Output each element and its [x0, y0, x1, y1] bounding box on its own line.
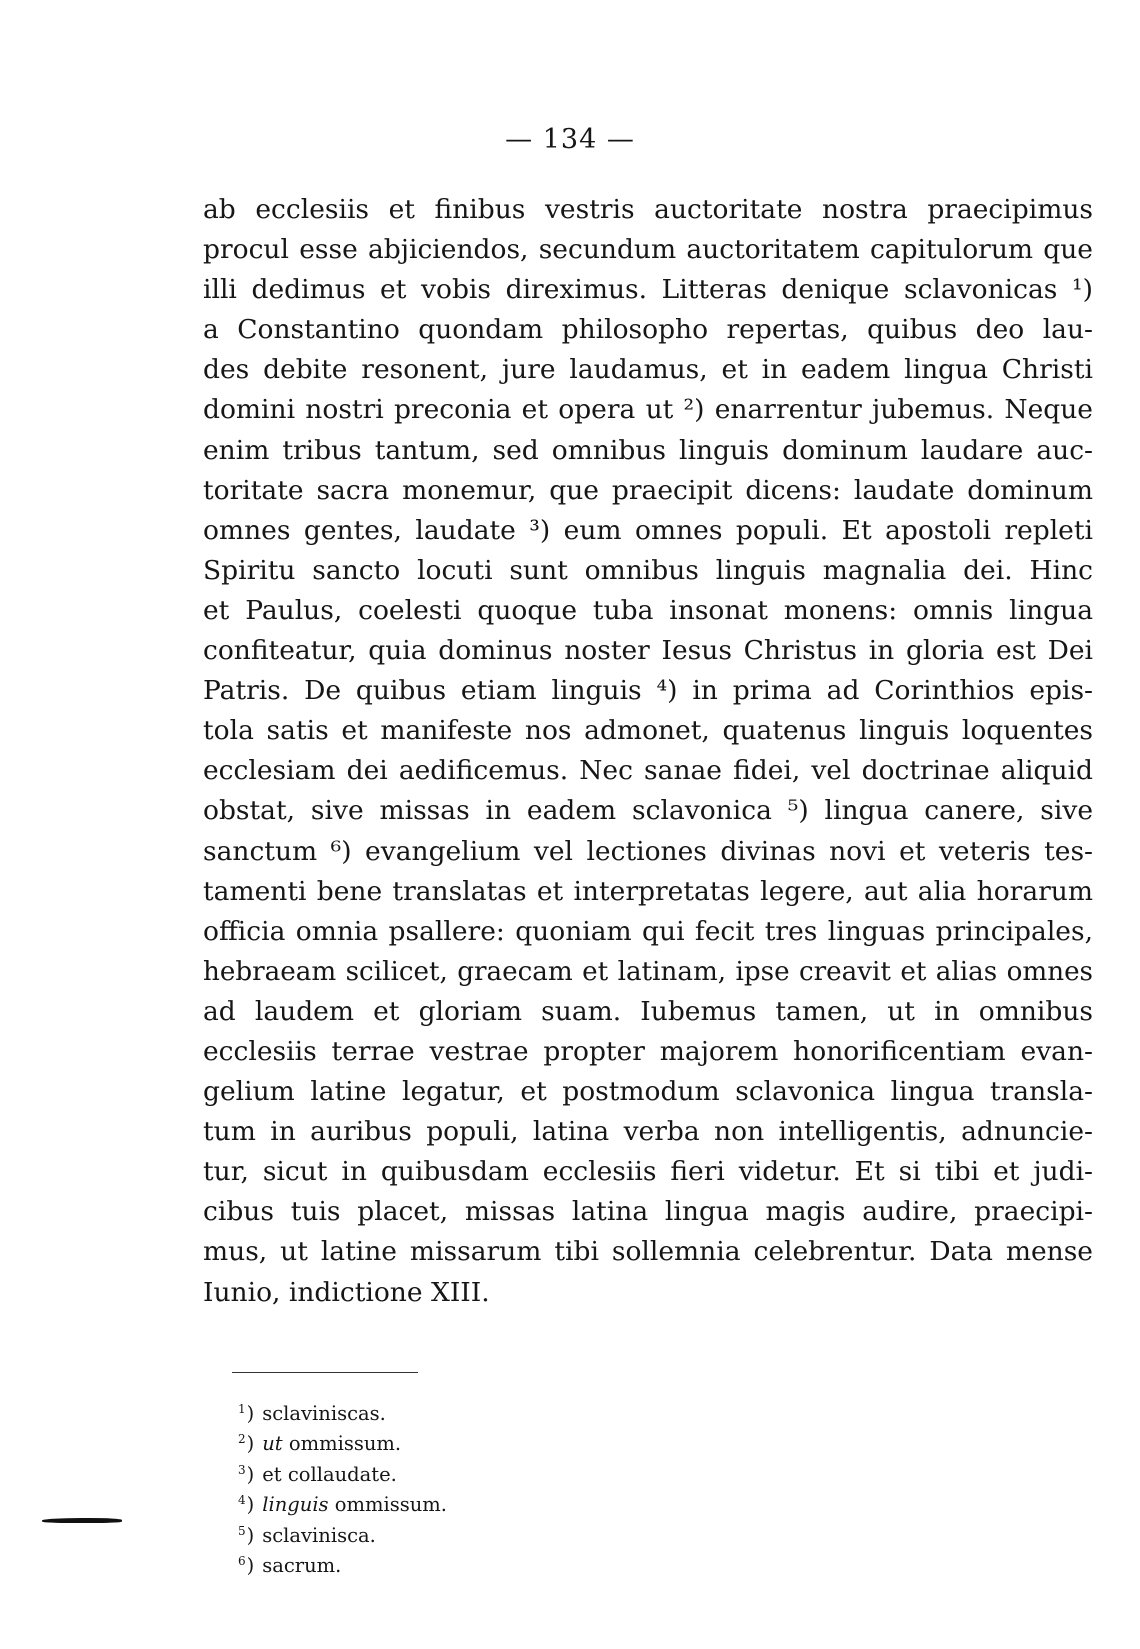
- text-line: confiteatur, quia dominus noster Iesus Christus in gloria est Dei: [203, 635, 1093, 667]
- text-line: tamenti bene translatas et interpretatas legere, aut alia horarum: [203, 875, 1093, 907]
- footnote-italic: ut: [262, 1432, 283, 1456]
- text-line: ab ecclesiis et finibus vestris auctoritate nostra praecipimus: [203, 194, 1093, 225]
- footnote-text: ommissum.: [328, 1493, 447, 1517]
- footnote-mark: 5: [238, 1523, 246, 1538]
- footnote-text: ommissum.: [282, 1432, 402, 1456]
- footnote-paren: ): [246, 1553, 255, 1577]
- text-line-last: Iunio, indictione XIII.: [203, 1276, 490, 1308]
- footnote-italic: linguis: [262, 1493, 329, 1517]
- text-line: et Paulus, coelesti quoque tuba insonat monens: omnis lingua: [203, 594, 1093, 626]
- footnote-mark: 2: [238, 1432, 246, 1447]
- text-line: sanctum ⁶) evangelium vel lectiones divinas novi et veteris tes-: [203, 835, 1093, 867]
- footnotes: [238, 1394, 638, 1576]
- text-line: gelium latine legatur, et postmodum sclavonica lingua transla-: [203, 1076, 1093, 1108]
- footnote-text: sacrum.: [262, 1553, 342, 1577]
- text-line: officia omnia psallere: quoniam qui fecit tres linguas principales,: [203, 915, 1093, 947]
- text-line: procul esse abjiciendos, secundum auctoritatem capitulorum que: [203, 234, 1093, 266]
- text-line: cibus tuis placet, missas latina lingua magis audire, praecipi-: [203, 1196, 1093, 1228]
- footnote-text: sclaviniscas.: [262, 1402, 386, 1425]
- footnote-mark: 6: [238, 1553, 246, 1568]
- ink-smudge: [42, 1518, 122, 1523]
- footnote-paren: ): [246, 1523, 255, 1547]
- footnote-paren: ): [246, 1432, 255, 1456]
- footnote-paren: ): [246, 1462, 255, 1486]
- footnote-mark: 4: [238, 1493, 246, 1508]
- text-line: mus, ut latine missarum tibi sollemnia celebrentur. Data mense: [203, 1236, 1093, 1268]
- text-line: obstat, sive missas in eadem sclavonica ⁵) lingua canere, sive: [203, 795, 1093, 827]
- footnote: [238, 1455, 638, 1485]
- text-line: tur, sicut in quibusdam ecclesiis fieri videtur. Et si tibi et judi-: [203, 1156, 1093, 1188]
- text-line: hebraeam scilicet, graecam et latinam, ipse creavit et alias omnes: [203, 956, 1093, 987]
- text-line: toritate sacra monemur, que praecipit dicens: laudate dominum: [203, 474, 1093, 506]
- footnote-text: sclaviniscа.: [262, 1523, 376, 1547]
- text-line: enim tribus tantum, sed omnibus linguis dominum laudare auc-: [203, 434, 1093, 466]
- footnote-paren: ): [246, 1402, 255, 1425]
- footnote: [238, 1394, 638, 1424]
- text-line: omnes gentes, laudate ³) eum omnes populi. Et apostoli repleti: [203, 514, 1093, 546]
- footnote-divider: [232, 1372, 418, 1373]
- text-line: des debite resonent, jure laudamus, et in eadem lingua Christi: [203, 354, 1093, 386]
- text-line: domini nostri preconia et opera ut ²) enarrentur jubemus. Neque: [203, 394, 1093, 426]
- footnote-mark: 3: [238, 1462, 246, 1477]
- footnote: [238, 1485, 638, 1515]
- text-line: ad laudem et gloriam suam. Iubemus tamen, ut in omnibus: [203, 995, 1093, 1027]
- footnote: [238, 1424, 638, 1454]
- footnote-text: et collaudate.: [262, 1462, 397, 1486]
- text-line: Spiritu sancto locuti sunt omnibus linguis magnalia dei. Hinc: [203, 554, 1093, 586]
- page-number: — 134 —: [505, 124, 635, 155]
- body-text: [203, 190, 1093, 1313]
- footnote: [238, 1546, 638, 1576]
- text-line: tum in auribus populi, latina verba non intelligentis, adnuncie-: [203, 1116, 1093, 1148]
- text-line: illi dedimus et vobis direximus. Litteras denique sclavonicas ¹): [203, 274, 1093, 306]
- footnote-paren: ): [246, 1493, 255, 1517]
- footnote-mark: 1: [238, 1402, 246, 1416]
- text-line: ecclesiam dei aedificemus. Nec sanae fidei, vel doctrinae aliquid: [203, 755, 1093, 787]
- text-line: ecclesiis terrae vestrae propter majorem honorificentiam evan-: [203, 1035, 1093, 1067]
- text-line: Patris. De quibus etiam linguis ⁴) in prima ad Corinthios epis-: [203, 675, 1093, 707]
- footnote: [238, 1516, 638, 1546]
- text-line: tola satis et manifeste nos admonet, quatenus linguis loquentes: [203, 715, 1093, 747]
- text-line: a Constantino quondam philosopho repertas, quibus deo lau-: [203, 314, 1093, 346]
